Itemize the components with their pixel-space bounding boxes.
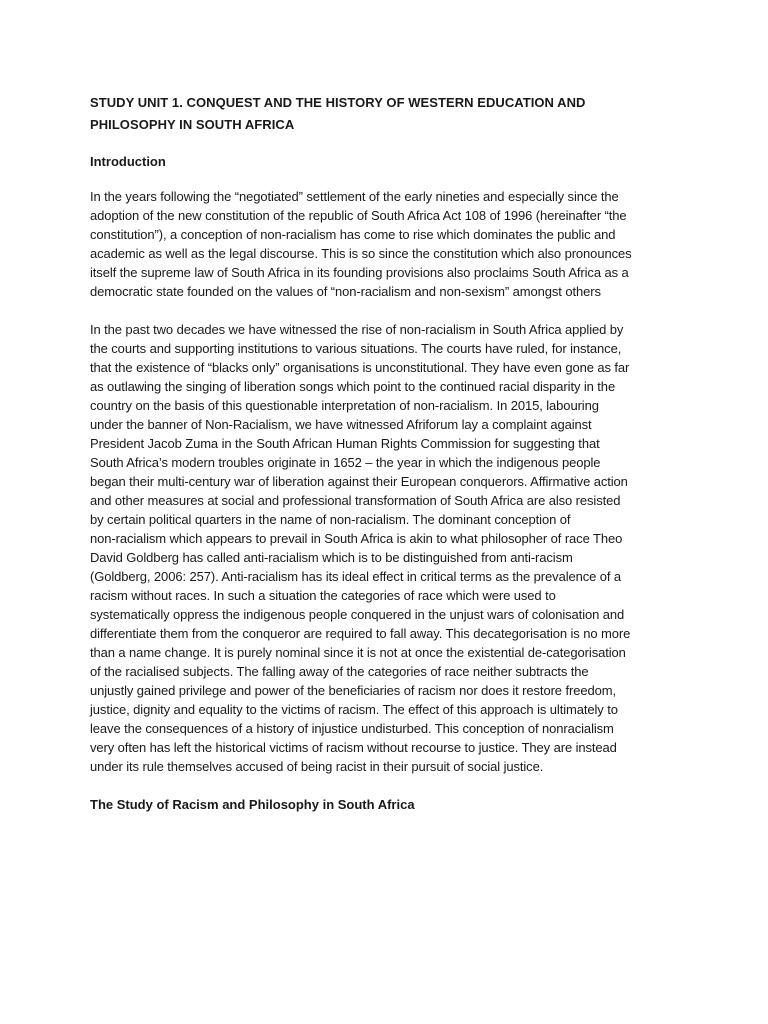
paragraph-line: non-racialism which appears to prevail in South Africa is akin to what philosopher of race Theo [90,531,623,546]
paragraph-line: under its rule themselves accused of being racist in their pursuit of social justice. [90,759,544,774]
paragraph-line: David Goldberg has called anti-racialism which is to be distinguished from anti-racism [90,550,573,565]
paragraph-line: than a name change. It is purely nominal since it is not at once the existential de-categorisation [90,645,626,660]
section-heading: The Study of Racism and Philosophy in South Africa [90,797,415,812]
paragraph-line: racism without races. In such a situation the categories of race which were used to [90,588,556,603]
introduction-heading: Introduction [90,154,166,169]
paragraph-line: In the past two decades we have witnessed the rise of non-racialism in South Africa applied by [90,322,624,337]
paragraph-line: differentiate them from the conqueror are required to fall away. This decategorisation is no more [90,626,631,641]
paragraph-line: as outlawing the singing of liberation songs which point to the continued racial disparity in the [90,379,616,394]
paragraph-line: In the years following the “negotiated” settlement of the early nineties and especially since the [90,189,619,204]
document-title [90,92,682,136]
paragraph-line: systematically oppress the indigenous people conquered in the unjust wars of colonisation and [90,607,625,622]
paragraph-line: adoption of the new constitution of the republic of South Africa Act 108 of 1996 (hereinafter “the [90,208,627,223]
paragraph-line: the courts and supporting institutions to various situations. The courts have ruled, for instance, [90,341,622,356]
paragraph-line: President Jacob Zuma in the South African Human Rights Commission for suggesting that [90,436,600,451]
paragraph-line: of the racialised subjects. The falling away of the categories of race neither subtracts the [90,664,589,679]
paragraph-line: itself the supreme law of South Africa in its founding provisions also proclaims South Africa as a [90,265,629,280]
document-page [90,92,682,830]
paragraph-line: began their multi-century war of liberation against their European conquerors. Affirmative action [90,474,628,489]
paragraph-line: justice, dignity and equality to the victims of racism. The effect of this approach is ultimately to [90,702,618,717]
paragraph-line: leave the consequences of a history of injustice undisturbed. This conception of nonracialism [90,721,614,736]
paragraph-2 [90,320,682,776]
paragraph-line: under the banner of Non-Racialism, we have witnessed Afriforum lay a complaint against [90,417,592,432]
paragraph-line: that the existence of “blacks only” organisations is unconstitutional. They have even gone as far [90,360,630,375]
paragraph-1 [90,187,682,301]
title-line: PHILOSOPHY IN SOUTH AFRICA [90,117,295,132]
title-line: STUDY UNIT 1. CONQUEST AND THE HISTORY OF WESTERN EDUCATION AND [90,95,586,110]
paragraph-line: (Goldberg, 2006: 257). Anti-racialism has its ideal effect in critical terms as the prevalence of a [90,569,622,584]
paragraph-line: unjustly gained privilege and power of the beneficiaries of racism nor does it restore freedom, [90,683,616,698]
paragraph-line: very often has left the historical victims of racism without recourse to justice. They are instead [90,740,617,755]
paragraph-line: by certain political quarters in the name of non-racialism. The dominant conception of [90,512,571,527]
paragraph-line: democratic state founded on the values of “non-racialism and non-sexism” amongst others [90,284,601,299]
paragraph-line: and other measures at social and professional transformation of South Africa are also resisted [90,493,621,508]
paragraph-line: constitution”), a conception of non-racialism has come to rise which dominates the public and [90,227,616,242]
paragraph-line: academic as well as the legal discourse. This is so since the constitution which also pronounces [90,246,632,261]
paragraph-line: South Africa’s modern troubles originate in 1652 – the year in which the indigenous people [90,455,601,470]
paragraph-line: country on the basis of this questionable interpretation of non-racialism. In 2015, labouring [90,398,599,413]
